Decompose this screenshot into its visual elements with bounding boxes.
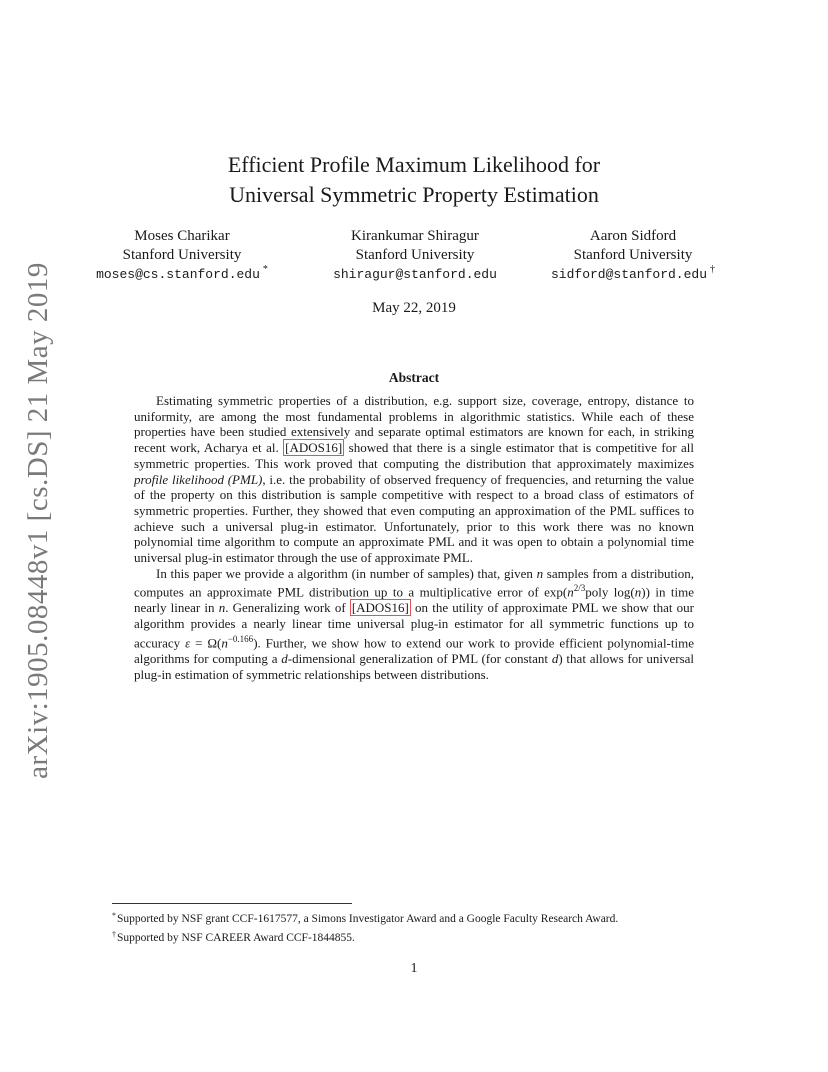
author-name: Moses Charikar xyxy=(134,228,230,244)
footnote-2: †Supported by NSF CAREER Award CCF-1844855. xyxy=(112,930,355,944)
paper-title xyxy=(0,150,828,210)
paper-date: May 22, 2019 xyxy=(372,300,456,316)
author-email[interactable]: shiragur@stanford.edu xyxy=(333,267,497,282)
footnote-mark[interactable]: † xyxy=(710,264,716,275)
footnotes xyxy=(112,903,732,946)
abstract-body xyxy=(134,393,694,682)
abstract-heading: Abstract xyxy=(388,370,440,385)
author-affiliation: Stanford University xyxy=(122,247,242,263)
abstract-paragraph-2: In this paper we provide a algorithm (in number of samples) that, given n samples from a distribution, computes an approximate PML distribution up to a multiplicative error of $\exp(n^{2/3}poly$ log(n)) in time nearly linear in n. Generalizing work of [ADOS16] on the utility of approximate PML we show that our algorithm provides a nearly linear time universal plug-in estimator for all symmetric functions up to accuracy $\varepsilon = \Omega(n^{-0.166})$. Further, we show how to extend our work to provide efficient polynomial-time algorithms for computing a d-dimensional generalization of PML (for constant d) that allows for universal plug-in estimation of symmetric relationships between distributions. xyxy=(134,565,695,682)
arxiv-stamp-text: arXiv:1905.08448v1 [cs.DS] 21 May 2019 xyxy=(21,261,54,779)
author-affiliation: Stanford University xyxy=(573,247,693,263)
footnote-mark[interactable]: * xyxy=(262,264,268,275)
citation-link[interactable]: [ADOS16] xyxy=(351,600,409,616)
author-name: Kirankumar Shiragur xyxy=(351,228,479,244)
author-affiliation: Stanford University xyxy=(355,247,475,263)
abstract-paragraph-1: Estimating symmetric properties of a distribution, e.g. support size, coverage, entropy, distance to uniformity, are among the most fundamental problems in algorithmic statistics. While each of these properties have been studied extensively and separate optimal estimators are known for each, in striking recent work, Acharya et al. [ADOS16] showed that there is a single estimator that is competitive for all symmetric properties. This work proved that computing the distribution that approximately maximizes profile likelihood (PML), i.e. the probability of observed frequency of frequencies, and returning the value of the property on this distribution is sample competitive with respect to a broad class of estimators of symmetric properties. Further, they showed that even computing an approximation of the PML suffices to achieve such a universal plug-in estimator. Unfortunately, prior to this work there was no known polynomial time algorithm to compute an approximate PML and it was open to obtain a polynomial time universal plug-in estimator through the use of approximate PML. xyxy=(134,393,695,566)
title-line-1: Efficient Profile Maximum Likelihood for xyxy=(227,152,601,177)
citation-link[interactable]: [ADOS16] xyxy=(285,440,343,456)
title-line-2: Universal Symmetric Property Estimation xyxy=(229,182,599,207)
author-email[interactable]: sidford@stanford.edu xyxy=(550,267,708,282)
author-name: Aaron Sidford xyxy=(589,228,677,244)
author-2 xyxy=(310,227,520,284)
arxiv-stamp xyxy=(16,261,60,779)
author-1 xyxy=(76,227,288,284)
footnote-1: *Supported by NSF grant CCF-1617577, a Simons Investigator Award and a Google Faculty Research Award. xyxy=(112,911,619,925)
author-3 xyxy=(528,227,738,284)
author-email[interactable]: moses@cs.stanford.edu xyxy=(96,267,260,282)
page-number: 1 xyxy=(410,961,418,976)
